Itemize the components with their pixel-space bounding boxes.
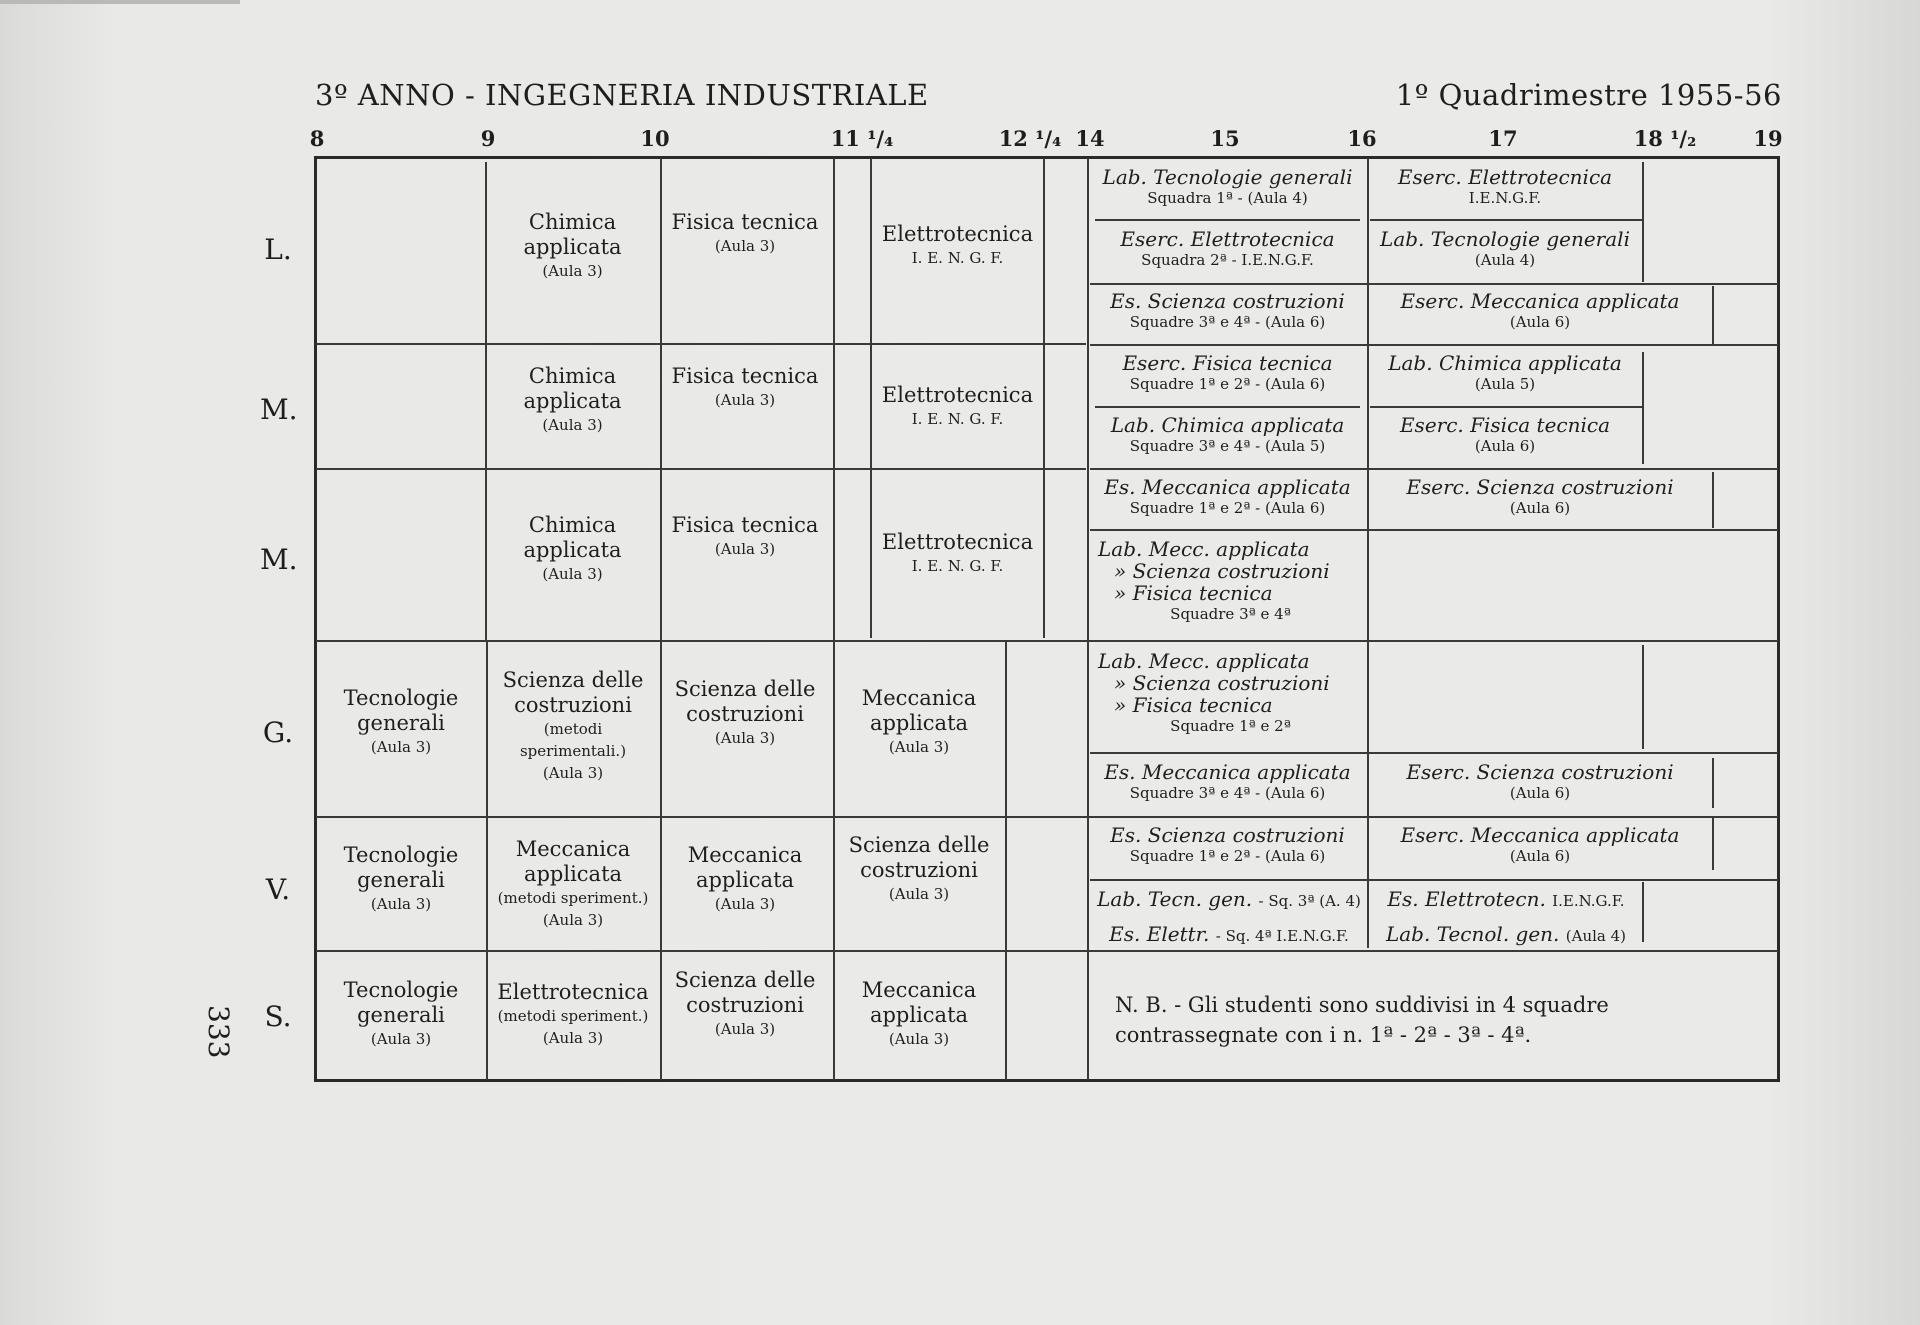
session-title: Lab. Tecn. gen. [1097,887,1253,911]
room-label: I. E. N. G. F. [911,410,1004,428]
lab-session [1370,290,1710,332]
lab-session-group [1098,650,1363,736]
course-name: Elettrotecnica [881,222,1034,246]
grid-line [316,640,1778,642]
session-title: » Scienza costruzioni [1114,559,1330,583]
session-detail: (Aula 5) [1474,375,1536,393]
room-label: (Aula 3) [714,1020,776,1038]
room-label: (Aula 3) [542,1029,604,1047]
grid-line [485,162,487,642]
grid-line [1005,642,1007,1080]
grid-line [1712,818,1714,870]
session-title: Eserc. Fisica tecnica [1399,413,1611,437]
room-label: (Aula 3) [542,262,603,280]
session-title: Lab. Chimica applicata [1388,351,1622,375]
lab-session [1090,824,1365,866]
session-detail: Squadre 3ª e 4ª - (Aula 5) [1129,437,1326,455]
course-cell [490,837,656,931]
session-title: Eserc. Meccanica applicata [1400,823,1680,847]
room-label: (Aula 3) [714,540,776,558]
grid-line [1090,344,1778,346]
course-name: Tecnologie generali [343,686,459,735]
grid-line [1712,758,1714,808]
room-label: I. E. N. G. F. [911,557,1004,575]
course-cell [875,383,1040,430]
session-detail: I.E.N.G.F. [1552,892,1625,910]
course-name: Chimica applicata [523,513,622,562]
lab-session [1370,228,1640,270]
grid-line [1095,219,1360,221]
session-detail: Squadre 3ª e 4ª [1170,605,1291,623]
session-detail: Squadre 1ª e 2ª - (Aula 6) [1129,847,1326,865]
grid-line [1087,158,1089,1080]
grid-line [870,158,872,638]
session-title: Es. Scienza costruzioni [1110,289,1345,313]
course-name: Meccanica applicata [861,686,977,735]
grid-line [1090,529,1778,531]
hour-label: 12 ¹/₄ [998,126,1062,151]
hour-label: 18 ¹/₂ [1633,126,1697,151]
course-name: Chimica applicata [523,364,622,413]
day-label-thursday: G. [262,716,294,749]
grid-line [316,816,1778,818]
day-label-friday: V. [265,873,291,906]
session-detail: Squadre 1ª e 2ª - (Aula 6) [1129,499,1326,517]
lab-session [1370,761,1710,803]
scan-edge [0,0,240,4]
grid-line [833,158,835,1080]
course-name: Tecnologie generali [343,843,459,892]
session-detail: (Aula 6) [1509,313,1571,331]
course-name: Meccanica applicata [515,837,631,886]
room-label: (Aula 3) [888,738,950,756]
grid-line [1642,162,1644,282]
hour-label: 16 [1347,126,1377,151]
lab-session [1094,923,1364,947]
method-note: (metodi speriment.) [497,889,649,907]
day-label-monday: L. [264,233,292,266]
course-cell [665,364,825,411]
session-title: Lab. Tecnologie generali [1380,227,1630,251]
room-label: (Aula 3) [542,565,603,583]
room-label: (Aula 3) [370,738,432,756]
session-detail: Squadra 2ª - I.E.N.G.F. [1141,251,1314,269]
lab-session [1090,166,1365,208]
lab-session-group [1098,538,1363,624]
session-title: Es. Meccanica applicata [1104,760,1351,784]
lab-session [1370,414,1640,456]
grid-line [1642,352,1644,464]
hour-label: 8 [309,126,325,151]
method-note: (metodi speriment.) [497,1007,649,1025]
grid-line [1095,406,1360,408]
session-title: Es. Meccanica applicata [1104,475,1351,499]
page-number: 333 [202,1005,235,1059]
grid-line [1642,645,1644,749]
session-title: Eserc. Fisica tecnica [1122,351,1333,375]
course-name: Scienza delle costruzioni [502,668,644,717]
session-title: Eserc. Scienza costruzioni [1406,475,1674,499]
course-cell [838,833,1000,905]
course-name: Elettrotecnica [881,530,1034,554]
course-cell [838,978,1000,1050]
room-label: (Aula 3) [370,895,432,913]
grid-line [1043,158,1045,638]
method-note: (metodi sperimentali.) [519,720,627,760]
semester-label: 1º Quadrimestre 1955-56 [1395,78,1782,112]
course-cell [665,968,825,1040]
course-cell [665,843,825,915]
course-cell [320,843,482,915]
room-label: (Aula 3) [542,764,604,782]
session-title: Es. Scienza costruzioni [1110,823,1345,847]
course-name: Fisica tecnica [671,513,819,537]
session-title: Es. Elettr. [1109,922,1210,946]
day-label-saturday: S. [264,1000,292,1033]
course-name: Scienza delle costruzioni [674,677,816,726]
grid-line [1367,158,1369,948]
course-cell [320,978,482,1050]
session-title: » Fisica tecnica [1114,693,1273,717]
lab-session [1090,290,1365,332]
day-label-tuesday: M. [260,393,298,426]
session-title: Lab. Mecc. applicata [1098,537,1310,561]
session-title: Lab. Tecnol. gen. [1385,922,1560,946]
page-title: 3º ANNO - INGEGNERIA INDUSTRIALE [315,78,929,112]
course-cell [875,530,1040,577]
course-cell [320,686,482,758]
grid-line [1090,468,1778,470]
course-cell [665,513,825,560]
room-label: (Aula 3) [888,885,950,903]
session-title: Eserc. Meccanica applicata [1400,289,1680,313]
grid-line [316,468,1086,470]
session-title: Eserc. Scienza costruzioni [1406,760,1674,784]
course-cell [838,686,1000,758]
course-cell [490,210,655,282]
hour-label: 11 ¹/₄ [830,126,894,151]
room-label: (Aula 3) [542,416,603,434]
lab-session [1370,166,1640,208]
session-title: Eserc. Elettrotecnica [1120,227,1335,251]
hour-label: 9 [480,126,496,151]
course-name: Meccanica applicata [687,843,803,892]
lab-session [1090,761,1365,803]
session-detail: Squadra 1ª - (Aula 4) [1147,189,1308,207]
session-title: » Scienza costruzioni [1114,671,1330,695]
session-detail: Squadre 1ª e 2ª [1170,717,1291,735]
grid-line [486,642,488,1080]
grid-line [1712,472,1714,528]
room-label: (Aula 3) [714,237,776,255]
course-name: Scienza delle costruzioni [674,968,816,1017]
course-cell [490,513,655,585]
grid-line [1370,219,1642,221]
grid-line [660,158,662,1080]
session-title: Lab. Chimica applicata [1110,413,1345,437]
lab-session [1094,888,1364,912]
session-detail: (Aula 4) [1474,251,1536,269]
room-label: (Aula 3) [714,895,776,913]
session-detail: Squadre 3ª e 4ª - (Aula 6) [1129,313,1326,331]
room-label: (Aula 3) [370,1030,432,1048]
session-title: Lab. Mecc. applicata [1098,649,1310,673]
session-title: Eserc. Elettrotecnica [1397,165,1613,189]
session-title: Lab. Tecnologie generali [1102,165,1353,189]
course-name: Scienza delle costruzioni [848,833,990,882]
session-title: Es. Elettrotecn. [1387,887,1546,911]
grid-line [1090,283,1778,285]
grid-line [1642,882,1644,942]
session-detail: Squadre 3ª e 4ª - (Aula 6) [1129,784,1326,802]
grid-line [1090,752,1778,754]
course-cell [490,980,656,1049]
course-cell [665,677,825,749]
lab-session [1372,923,1640,947]
session-detail: Squadre 1ª e 2ª - (Aula 6) [1129,375,1326,393]
grid-line [316,343,1086,345]
room-label: (Aula 3) [714,729,776,747]
session-detail: I.E.N.G.F. [1468,189,1542,207]
lab-session [1370,476,1710,518]
session-detail: (Aula 6) [1509,499,1571,517]
lab-session [1090,476,1365,518]
session-title: » Fisica tecnica [1114,581,1273,605]
grid-line [1090,879,1778,881]
hour-label: 14 [1075,126,1105,151]
hour-label: 10 [640,126,670,151]
lab-session [1372,888,1640,912]
lab-session [1090,352,1365,394]
course-cell [875,222,1040,269]
session-detail: (Aula 6) [1509,784,1571,802]
course-name: Tecnologie generali [343,978,459,1027]
course-name: Elettrotecnica [881,383,1034,407]
hour-label: 17 [1488,126,1518,151]
lab-session [1370,824,1710,866]
course-cell [665,210,825,257]
grid-line [1370,406,1642,408]
hour-label: 15 [1210,126,1240,151]
course-name: Fisica tecnica [671,364,819,388]
course-name: Meccanica applicata [861,978,977,1027]
footnote: N. B. - Gli studenti sono suddivisi in 4 squadre contrassegnate con i n. 1ª - 2ª - 3ª - 4ª. [1115,993,1609,1047]
course-name: Chimica applicata [523,210,622,259]
lab-session [1370,352,1640,394]
room-label: (Aula 3) [714,391,776,409]
day-label-wednesday: M. [260,543,298,576]
course-cell [490,364,655,436]
room-label: I. E. N. G. F. [911,249,1004,267]
course-cell [490,668,656,784]
grid-line [1712,286,1714,346]
lab-session [1090,414,1365,456]
hour-label: 19 [1753,126,1783,151]
session-detail: - Sq. 3ª (A. 4) [1258,892,1361,910]
room-label: (Aula 3) [542,911,604,929]
session-detail: - Sq. 4ª I.E.N.G.F. [1215,927,1349,945]
session-detail: (Aula 6) [1474,437,1536,455]
lab-session [1090,228,1365,270]
course-name: Elettrotecnica [497,980,649,1004]
grid-line [316,950,1778,952]
session-detail: (Aula 4) [1565,927,1627,945]
session-detail: (Aula 6) [1509,847,1571,865]
course-name: Fisica tecnica [671,210,819,234]
room-label: (Aula 3) [888,1030,950,1048]
